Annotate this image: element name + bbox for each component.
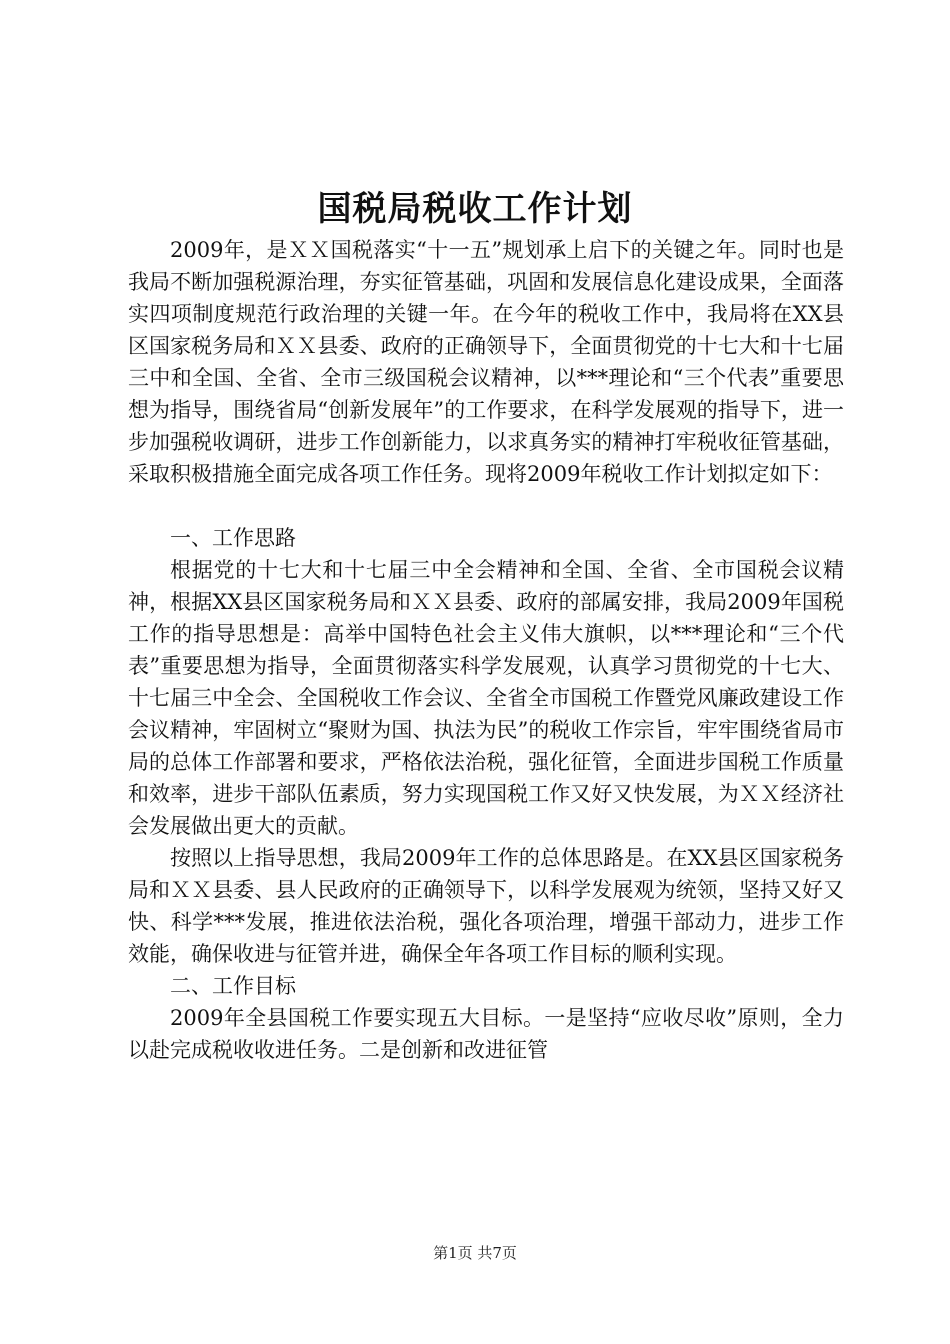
section-heading-work-goals: 二、工作目标 [170,974,296,998]
page-footer: 第1页 共7页 [433,1244,517,1262]
intro-paragraph: 2009年，是ＸＸ国税落实“十一五”规划承上启下的关键之年。同时也是我局不断加强税源治理，夯实征管基础，巩固和发展信息化建设成果，全面落实四项制度规范行政治理的关键一年。在今年的税收工作中，我局将在XX县区国家税务局和ＸＸ县委、政府的正确领导下，全面贯彻党的十七大和十七届三中和全国、全省、全市三级国税会议精神，以***理论和“三个代表”重要思想为指导，围绕省局“创新发展年”的工作要求，在科学发展观的指导下，进一步加强税收调研，进步工作创新能力，以求真务实的精神打牢税收征管基础，采取积极措施全面完成各项工作任务。现将2009年税收工作计划拟定如下： [128,238,844,486]
work-ideas-paragraph-1: 根据党的十七大和十七届三中全会精神和全国、全省、全市国税会议精神，根据XX县区国家税务局和ＸＸ县委、政府的部属安排，我局2009年国税工作的指导思想是：高举中国特色社会主义伟大旗帜，以***理论和“三个代表”重要思想为指导，全面贯彻落实科学发展观，认真学习贯彻党的十七大、十七届三中全会、全国税收工作会议、全省全市国税工作暨党风廉政建设工作会议精神，牢固树立“聚财为国、执法为民”的税收工作宗旨，牢牢围绕省局市局的总体工作部署和要求，严格依法治税，强化征管，全面进步国税工作质量和效率，进步干部队伍素质，努力实现国税工作又好又快发展，为ＸＸ经济社会发展做出更大的贡献。 [128,558,844,838]
work-goals-paragraph-1: 2009年全县国税工作要实现五大目标。一是坚持“应收尽收”原则，全力以赴完成税收收进任务。二是创新和改进征管 [128,1006,844,1062]
document-title: 国税局税收工作计划 [317,189,633,229]
work-ideas-paragraph-2: 按照以上指导思想，我局2009年工作的总体思路是。在XX县区国家税务局和ＸＸ县委、县人民政府的正确领导下，以科学发展观为统领，坚持又好又快、科学***发展，推进依法治税，强化各项治理，增强干部动力，进步工作效能，确保收进与征管并进，确保全年各项工作目标的顺利实现。 [128,846,844,966]
paragraph-gap [128,490,844,522]
document-body [128,234,844,1066]
section-heading-work-ideas: 一、工作思路 [170,526,296,550]
